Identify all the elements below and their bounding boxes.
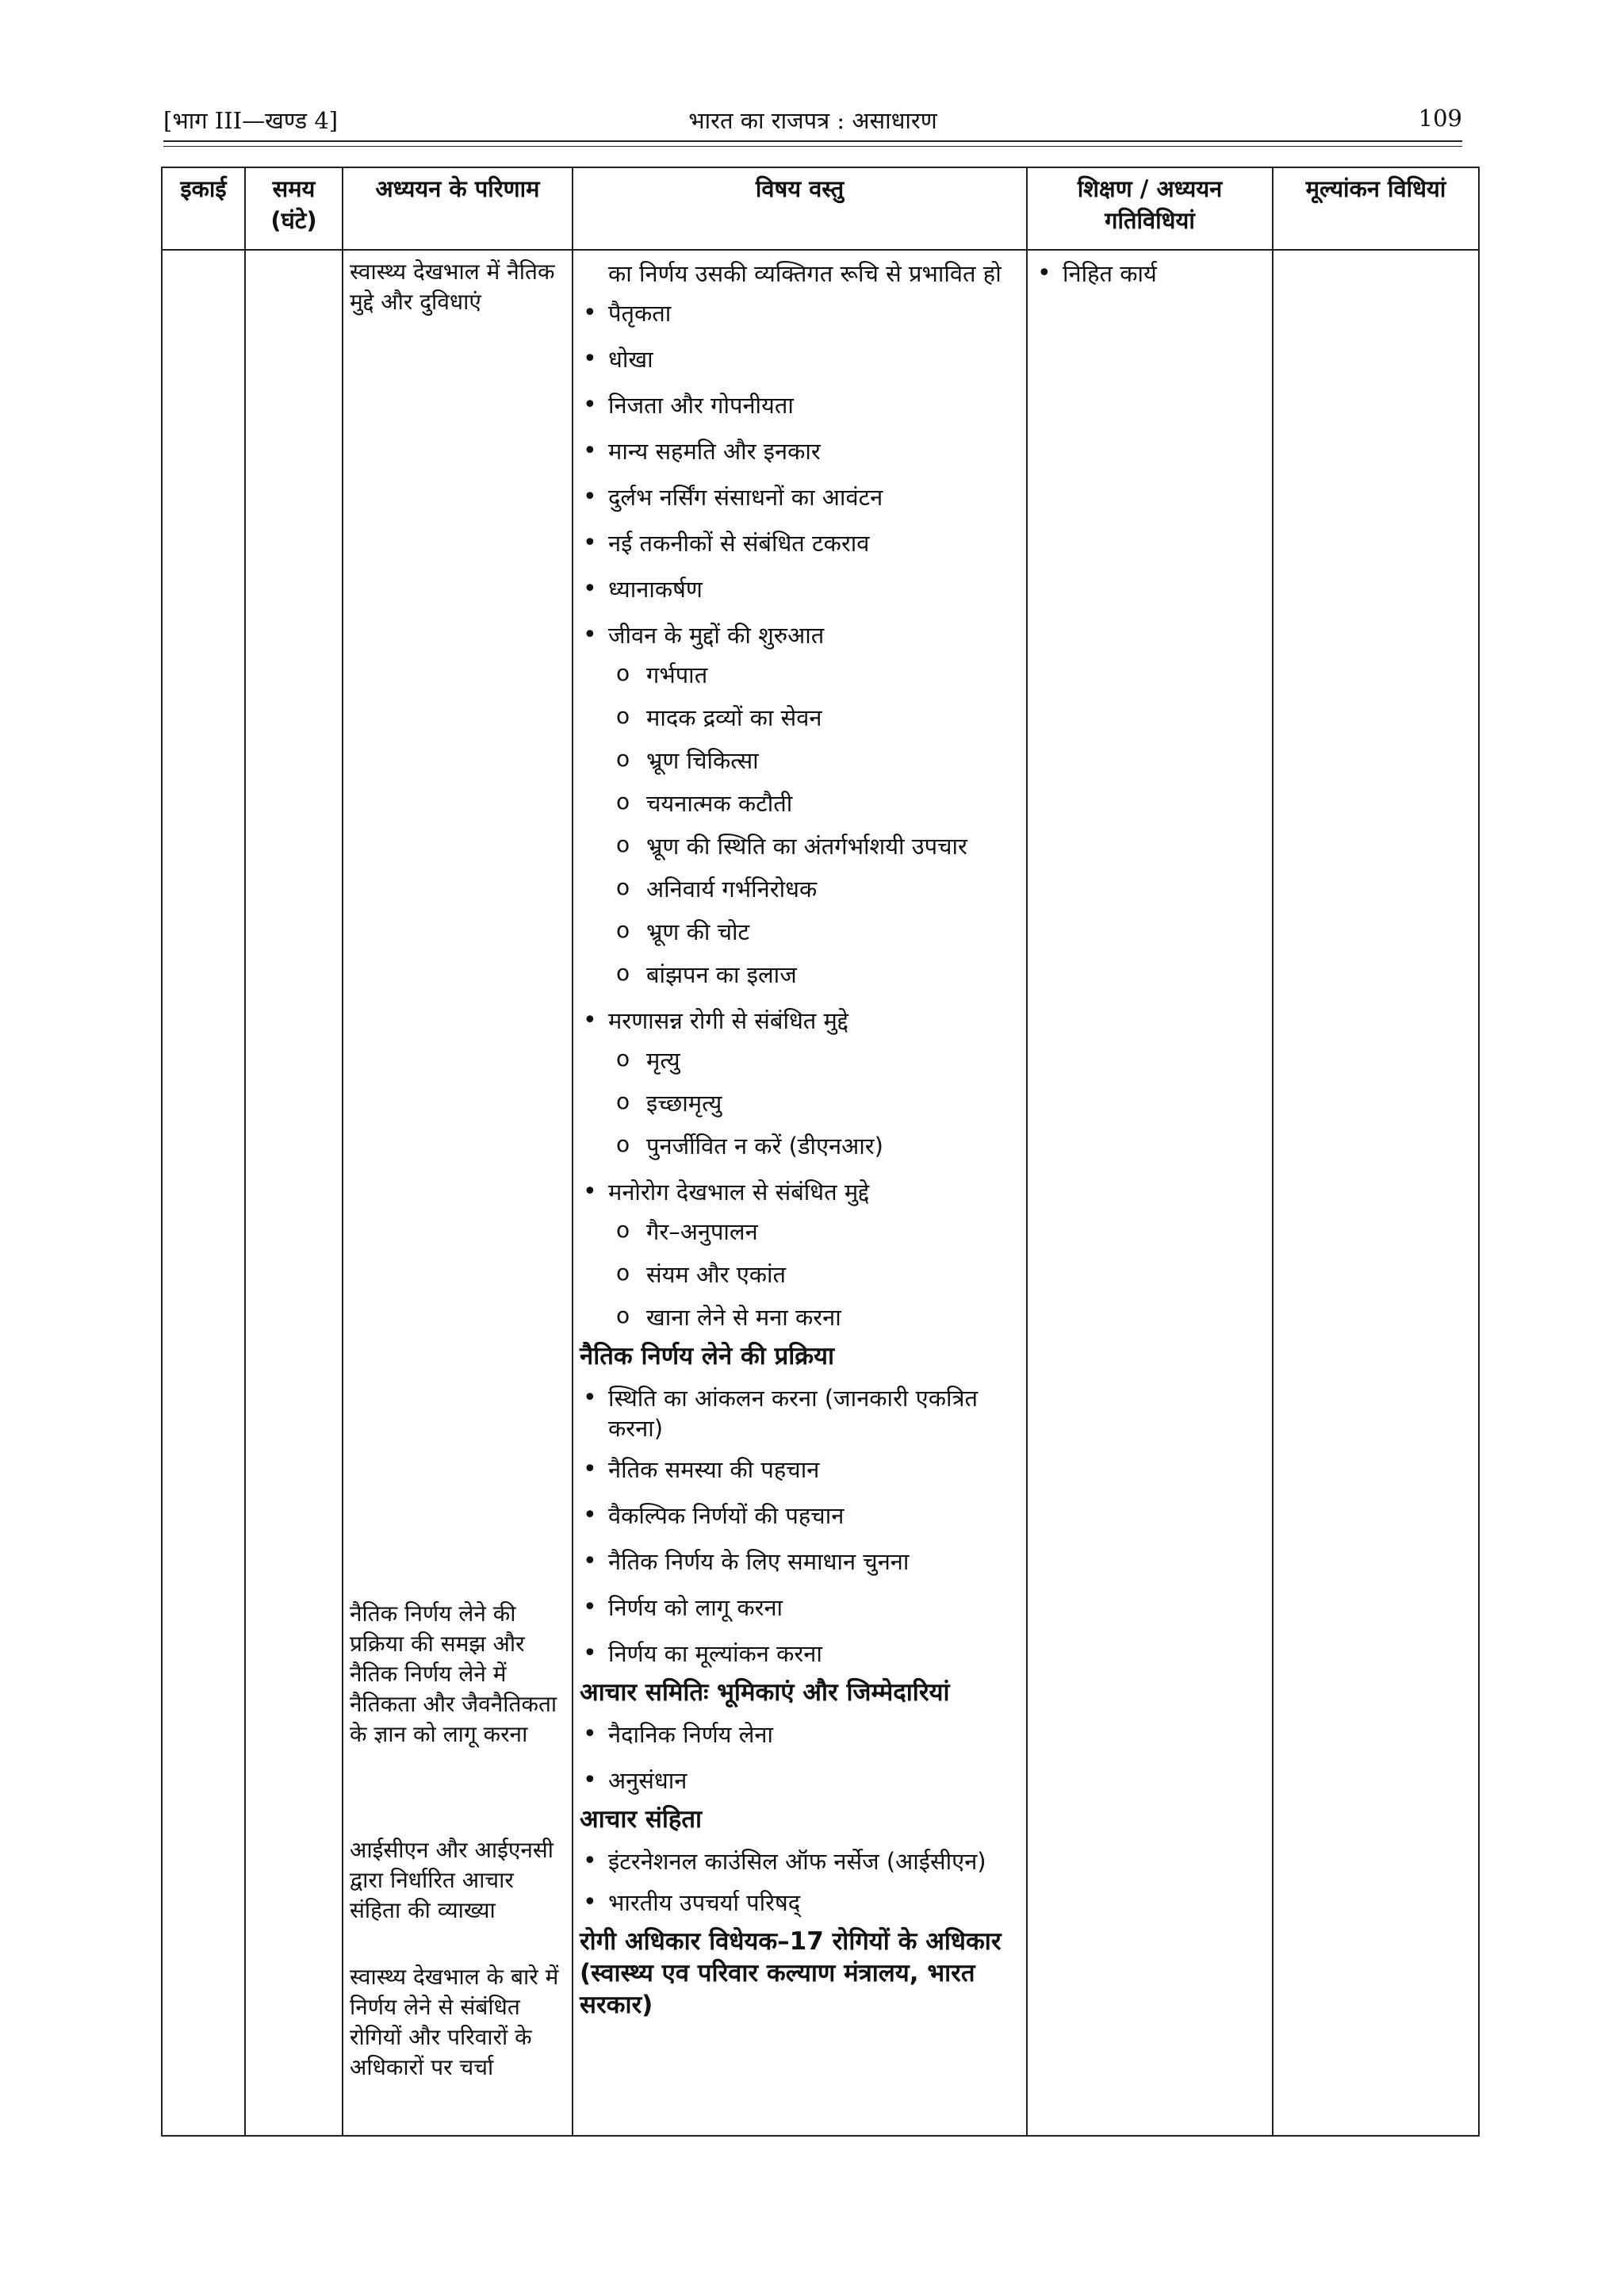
content-subitem: o बांझपन का इलाज xyxy=(580,960,1020,990)
outcome-item: आईसीएन और आईएनसी द्वारा निर्धारित आचार संहिता की व्याख्या xyxy=(350,1837,554,1923)
content-bullet: • पैतृकता xyxy=(580,298,1020,328)
content-subitem: o संयम और एकांत xyxy=(580,1259,1020,1290)
content-bullet: • नई तकनीकों से संबंधित टकराव xyxy=(580,528,1020,558)
content-bullet: • मनोरोग देखभाल से संबंधित मुद्दे xyxy=(580,1177,1020,1207)
page-header xyxy=(163,102,1462,136)
syllabus-table xyxy=(161,167,1480,2137)
content-bullet: • नैतिक निर्णय के लिए समाधान चुनना xyxy=(580,1547,1020,1577)
outcome-item: स्वास्थ्य देखभाल में नैतिक मुद्दे और दुविधाएं xyxy=(350,259,555,315)
header-rule-thin xyxy=(163,146,1462,147)
header-publication-title: भारत का राजपत्र : असाधारण xyxy=(688,107,937,134)
content-bullet: • निर्णय को लागू करना xyxy=(580,1593,1020,1623)
column-header-unit: इकाई xyxy=(162,167,245,250)
column-header-time: समय (घंटे) xyxy=(245,167,343,250)
outcome-item: स्वास्थ्य देखभाल के बारे में निर्णय लेने से संबंधित रोगियों और परिवारों के अधिकारों पर चर्चा xyxy=(350,1964,559,2080)
evaluation-cell xyxy=(1273,250,1479,2136)
content-subitem: o भ्रूण चिकित्सा xyxy=(580,746,1020,776)
content-bullet: • निर्णय का मूल्यांकन करना xyxy=(580,1639,1020,1669)
content-heading: आचार संहिता xyxy=(580,1805,703,1834)
content-heading: आचार समितिः भूमिकाएं और जिम्मेदारियां xyxy=(580,1678,950,1707)
header-rule-thick xyxy=(163,140,1462,142)
content-subitem: o मादक द्रव्यों का सेवन xyxy=(580,703,1020,733)
content-bullet: • स्थिति का आंकलन करना (जानकारी एकत्रित करना) xyxy=(580,1383,1020,1443)
time-cell xyxy=(245,250,343,2136)
content-subitem: o भ्रूण की चोट xyxy=(580,917,1020,947)
outcomes-cell xyxy=(343,250,573,2136)
content-bullet: • वैकल्पिक निर्णयों की पहचान xyxy=(580,1501,1020,1531)
content-bullet: • जीवन के मुद्दों की शुरुआत xyxy=(580,620,1020,650)
page-number: 109 xyxy=(1418,105,1462,132)
column-header-evaluation: मूल्यांकन विधियां xyxy=(1273,167,1479,250)
content-subitem: o भ्रूण की स्थिति का अंतर्गर्भाशयी उपचार xyxy=(580,831,1020,861)
activities-cell xyxy=(1027,250,1273,2136)
content-bullet: • ध्यानाकर्षण xyxy=(580,574,1020,604)
content-subitem: o गैर–अनुपालन xyxy=(580,1217,1020,1247)
table-header-row xyxy=(162,167,1479,250)
column-header-activities: शिक्षण / अध्ययन गतिविधियां xyxy=(1027,167,1273,250)
content-bullet: • अनुसंधान xyxy=(580,1765,1020,1796)
content-bullet: • नैतिक समस्या की पहचान xyxy=(580,1455,1020,1485)
content-bullet: • भारतीय उपचर्या परिषद् xyxy=(580,1888,1020,1918)
column-header-content: विषय वस्तु xyxy=(573,167,1027,250)
activity-item: • निहित कार्य xyxy=(1034,259,1266,289)
content-bullet: • दुर्लभ नर्सिंग संसाधनों का आवंटन xyxy=(580,482,1020,512)
content-bullet: • निजता और गोपनीयता xyxy=(580,390,1020,420)
content-bullet: • मान्य सहमति और इनकार xyxy=(580,436,1020,466)
content-heading: नैतिक निर्णय लेने की प्रक्रिया xyxy=(580,1342,835,1370)
table-row xyxy=(162,250,1479,2136)
header-section-label: [भाग III—खण्ड 4] xyxy=(163,107,339,134)
column-header-outcomes: अध्ययन के परिणाम xyxy=(343,167,573,250)
content-bullet: • इंटरनेशनल काउंसिल ऑफ नर्सेज (आईसीएन) xyxy=(580,1846,1020,1876)
content-subitem: o खाना लेने से मना करना xyxy=(580,1302,1020,1332)
content-heading: रोगी अधिकार विधेयक–17 रोगियों के अधिकार (स्वास्थ्य एव परिवार कल्याण मंत्रालय, भारत सरकार) xyxy=(580,1927,1002,2019)
outcome-item: नैतिक निर्णय लेने की प्रक्रिया की समझ और नैतिक निर्णय लेने में नैतिकता और जैवनैतिकता के ज्ञान को लागू करना xyxy=(350,1600,557,1747)
content-subitem: o मृत्यु xyxy=(580,1045,1020,1075)
content-bullet: • धोखा xyxy=(580,344,1020,374)
content-bullet: • मरणासन्न रोगी से संबंधित मुद्दे xyxy=(580,1006,1020,1036)
content-continuation: का निर्णय उसकी व्यक्तिगत रूचि से प्रभावित हो xyxy=(608,260,1002,287)
content-subitem: o पुनर्जीवित न करें (डीएनआर) xyxy=(580,1131,1020,1161)
content-subitem: o चयनात्मक कटौती xyxy=(580,788,1020,818)
content-cell xyxy=(573,250,1027,2136)
content-bullet: • नैदानिक निर्णय लेना xyxy=(580,1719,1020,1750)
content-subitem: o अनिवार्य गर्भनिरोधक xyxy=(580,874,1020,904)
content-subitem: o इच्छामृत्यु xyxy=(580,1088,1020,1118)
unit-cell xyxy=(162,250,245,2136)
content-subitem: o गर्भपात xyxy=(580,660,1020,690)
